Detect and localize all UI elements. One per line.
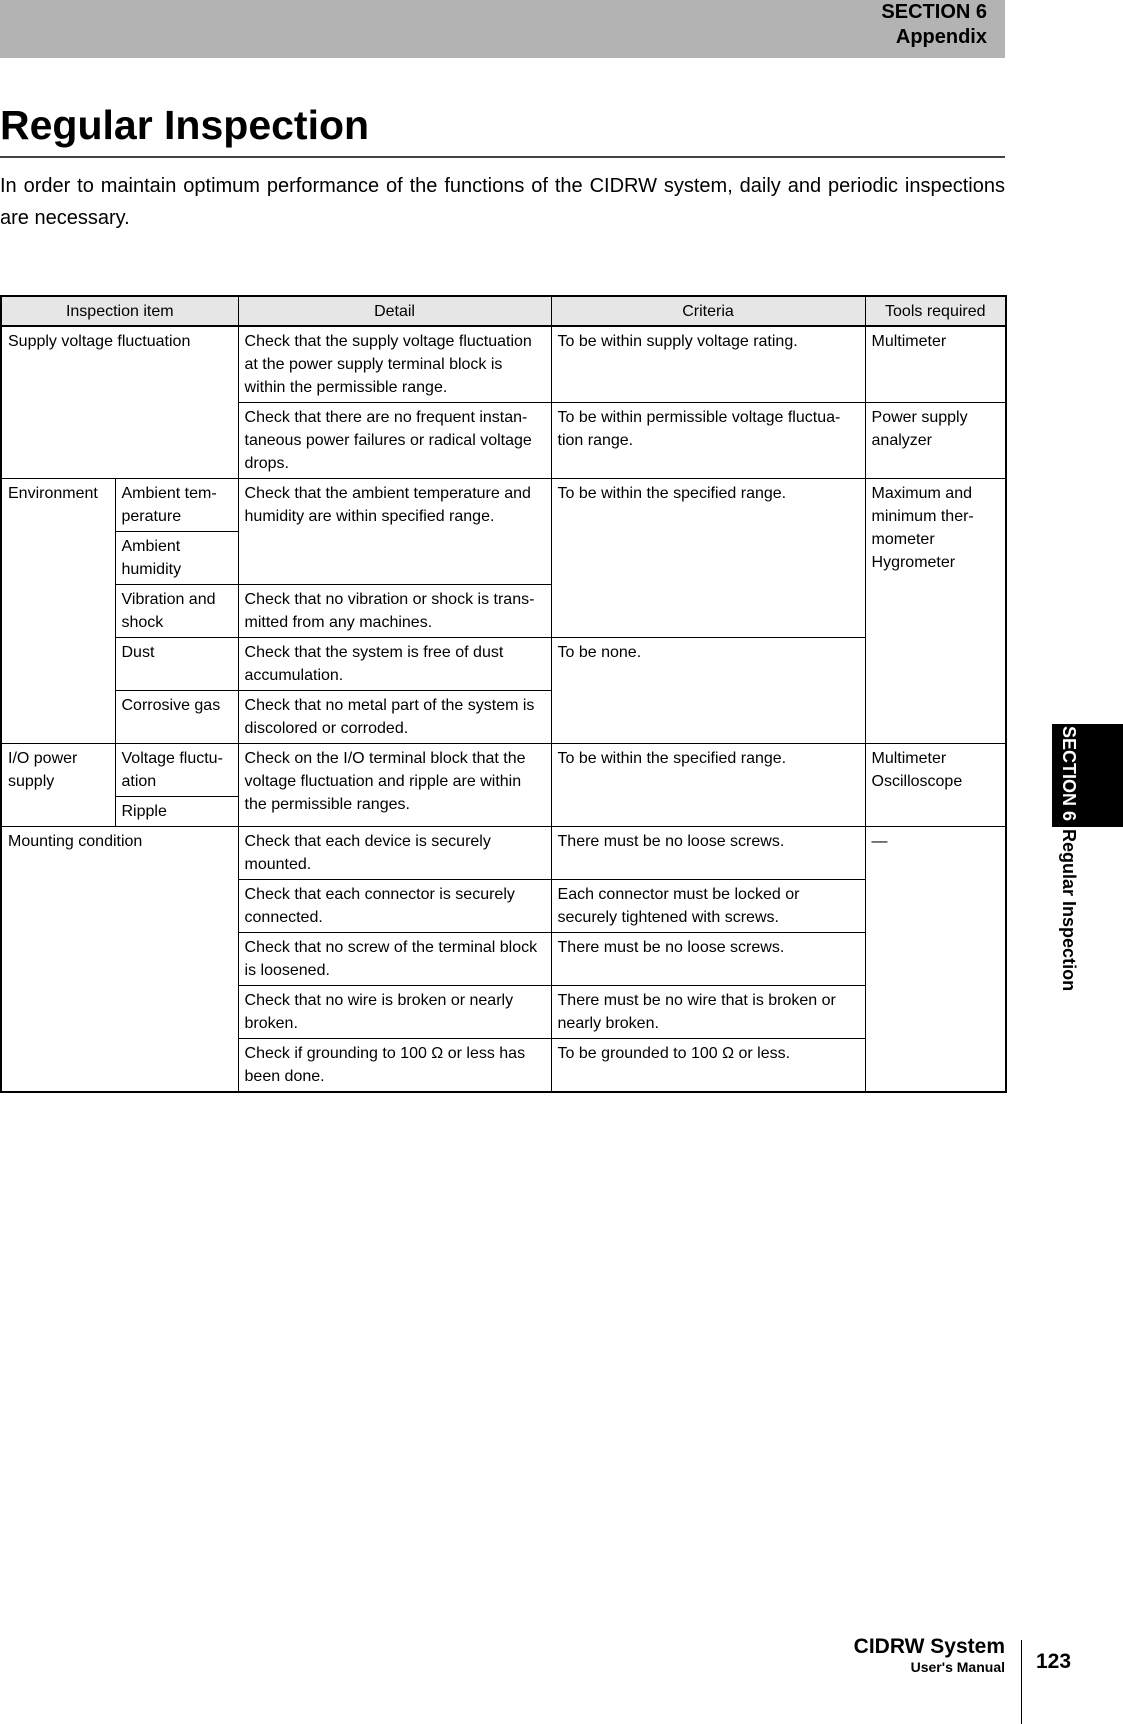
footer-system: CIDRW System [853,1635,1005,1658]
detail-cell: Check if grounding to 100 Ω or less has been done. [238,1039,551,1093]
header-inspection-item: Inspection item [1,296,238,326]
footer-divider [1021,1640,1022,1724]
side-tab-name: Regular Inspection [1059,829,1079,992]
criteria-cell: Each connector must be locked or securely tightened with screws. [551,880,865,933]
item-mounting-condition: Mounting condition [1,827,238,1093]
header-detail: Detail [238,296,551,326]
criteria-cell: There must be no wire that is broken or nearly broken. [551,986,865,1039]
table-header-row [1,296,1006,326]
table-row [1,827,1006,880]
item-io-power-supply: I/O power supply [1,744,115,827]
header-bar [0,0,1005,58]
header-section: SECTION 6 [881,1,987,23]
criteria-cell: There must be no loose screws. [551,827,865,880]
footer-manual: User's Manual [910,1659,1005,1675]
intro-paragraph: In order to maintain optimum performance of the functions of the CIDRW system, daily and periodic inspections are necessary. [0,175,1005,229]
page-number: 123 [1036,1650,1072,1673]
subitem-dust: Dust [115,638,238,691]
header-subsection: Appendix [895,26,987,48]
subitem-vibration: Vibration and shock [115,585,238,638]
tool-multimeter: Multimeter [871,750,947,767]
title-divider [0,156,1005,158]
item-environment: Environment [1,479,115,744]
item-supply-voltage: Supply voltage fluctuation [1,326,238,479]
criteria-cell: To be within the specified range. [551,744,865,827]
section-side-label [1058,726,1080,991]
tools-cell: Multimeter [865,326,1006,403]
detail-cell: Check that the supply voltage fluctuation at the power supply terminal block is within the permissible range. [238,326,551,403]
detail-cell: Check on the I/O terminal block that the voltage fluctuation and ripple are within the permissible ranges. [238,744,551,827]
subitem-voltage-fluctuation: Voltage fluctu-ation [115,744,238,797]
subitem-corrosive-gas: Corrosive gas [115,691,238,744]
detail-cell: Check that each connector is securely connected. [238,880,551,933]
detail-cell: Check that there are no frequent instan-taneous power failures or radical voltage drops. [238,403,551,479]
detail-cell: Check that no metal part of the system is discolored or corroded. [238,691,551,744]
subitem-ambient-humidity: Ambient humidity [115,532,238,585]
subitem-ambient-temperature: Ambient tem-perature [115,479,238,532]
table-row [1,479,1006,532]
detail-cell: Check that no screw of the terminal block is loosened. [238,933,551,986]
tools-cell: Power supply analyzer [865,403,1006,479]
detail-cell: Check that no vibration or shock is trans-mitted from any machines. [238,585,551,638]
header-tools: Tools required [865,296,1006,326]
subitem-ripple: Ripple [115,797,238,827]
footer-title [854,1635,1005,1675]
tool-thermometer: Maximum and minimum ther-mometer [871,485,974,548]
criteria-cell: There must be no loose screws. [551,933,865,986]
criteria-cell: To be none. [551,638,865,744]
criteria-cell: To be grounded to 100 Ω or less. [551,1039,865,1093]
tool-oscilloscope: Oscilloscope [871,773,963,790]
detail-cell: Check that the system is free of dust accumulation. [238,638,551,691]
criteria-cell: To be within the specified range. [551,479,865,638]
detail-cell: Check that the ambient temperature and humidity are within specified range. [238,479,551,585]
criteria-cell: To be within permissible voltage fluctua-tion range. [551,403,865,479]
side-tab-section: SECTION 6 [1059,726,1079,822]
detail-cell: Check that no wire is broken or nearly broken. [238,986,551,1039]
header-criteria: Criteria [551,296,865,326]
table-row [1,326,1006,403]
header-text [881,0,987,50]
tools-cell [865,744,1006,827]
tools-cell [865,479,1006,744]
tool-hygrometer: Hygrometer [871,554,956,571]
detail-cell: Check that each device is securely mounted. [238,827,551,880]
page-title: Regular Inspection [0,102,370,148]
table-row [1,638,1006,691]
inspection-table [0,295,1007,1093]
table-row [1,744,1006,797]
criteria-cell: To be within supply voltage rating. [551,326,865,403]
tools-cell: — [865,827,1006,1093]
